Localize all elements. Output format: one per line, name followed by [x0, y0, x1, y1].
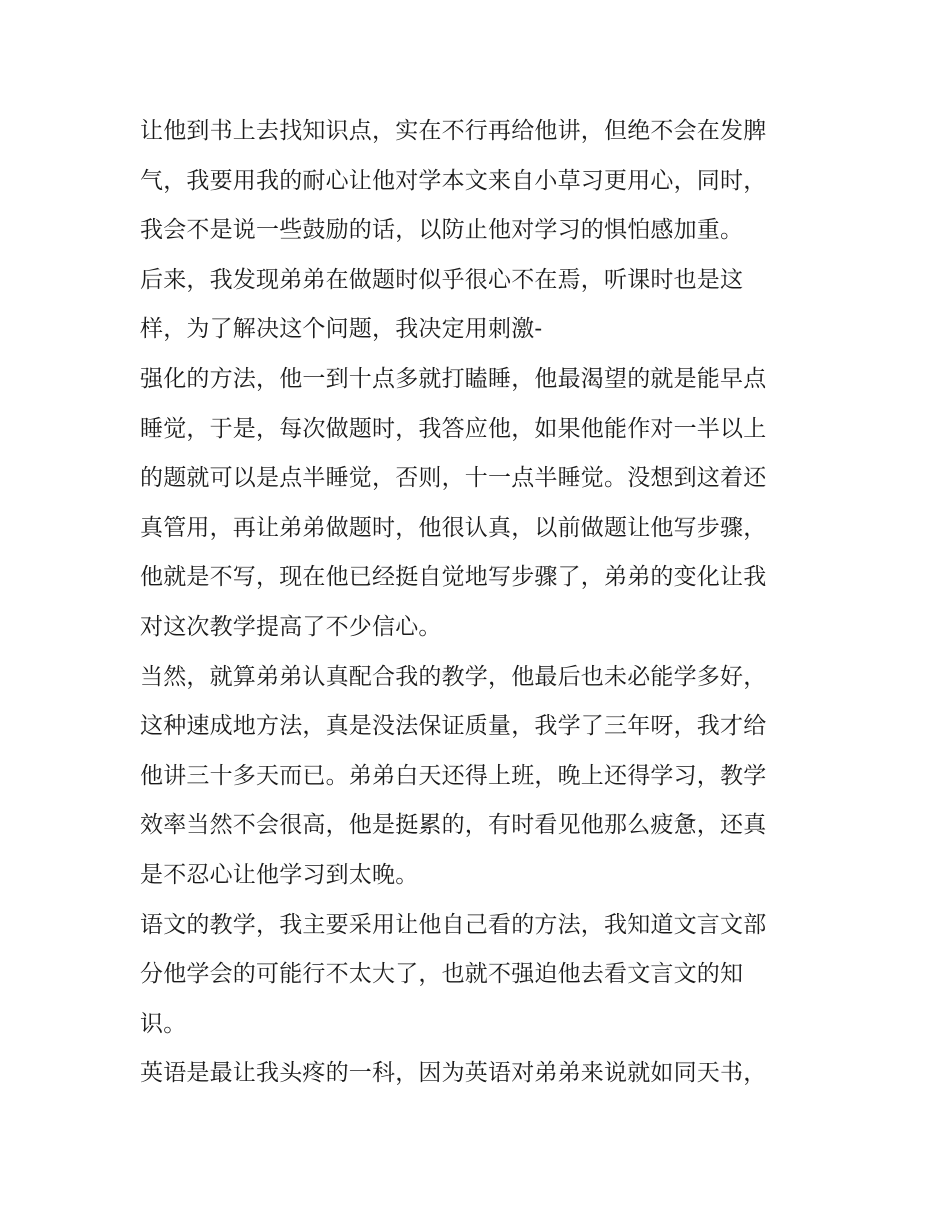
- text-line-4: 后来，我发现弟弟在做题时似乎很心不在焉，听课时也是这: [140, 266, 744, 293]
- text-line-10: 他就是不写，现在他已经挺自觉地写步骤了，弟弟的变化让我: [140, 564, 767, 591]
- text-line-16: 是不忍心让他学习到太晚。: [140, 861, 419, 888]
- text-line-15: 效率当然不会很高，他是挺累的，有时看见他那么疲惫，还真: [140, 812, 767, 839]
- document-body: [140, 107, 820, 1099]
- text-line-13: 这种速成地方法，真是没法保证质量，我学了三年呀，我才给: [140, 713, 767, 740]
- text-line-7: 睡觉，于是，每次做题时，我答应他，如果他能作对一半以上: [140, 415, 767, 442]
- text-line-20: 英语是最让我头疼的一科，因为英语对弟弟来说就如同天书，: [140, 1060, 767, 1087]
- text-line-1: 让他到书上去找知识点，实在不行再给他讲，但绝不会在发脾: [140, 118, 767, 144]
- text-line-11: 对这次教学提高了不少信心。: [140, 613, 442, 640]
- text-line-6: 强化的方法，他一到十点多就打瞌睡，他最渴望的就是能早点: [140, 365, 767, 392]
- text-line-8: 的题就可以是点半睡觉，否则，十一点半睡觉。没想到这着还: [140, 465, 767, 492]
- text-line-2: 气，我要用我的耐心让他对学本文来自小草习更用心，同时，: [140, 167, 767, 194]
- text-line-18: 分他学会的可能行不太大了，也就不强迫他去看文言文的知: [140, 961, 744, 988]
- text-line-9: 真管用，再让弟弟做题时，他很认真，以前做题让他写步骤，: [140, 514, 767, 541]
- text-line-14: 他讲三十多天而已。弟弟白天还得上班，晚上还得学习，教学: [140, 762, 767, 789]
- text-line-19: 识。: [140, 1010, 187, 1037]
- text-line-3: 我会不是说一些鼓励的话，以防止他对学习的惧怕感加重。: [140, 217, 744, 244]
- text-line-12: 当然，就算弟弟认真配合我的教学，他最后也未必能学多好，: [140, 663, 767, 690]
- text-line-5: 样，为了解决这个问题，我决定用刺激-: [140, 316, 543, 343]
- text-line-17: 语文的教学，我主要采用让他自己看的方法，我知道文言文部: [140, 911, 767, 938]
